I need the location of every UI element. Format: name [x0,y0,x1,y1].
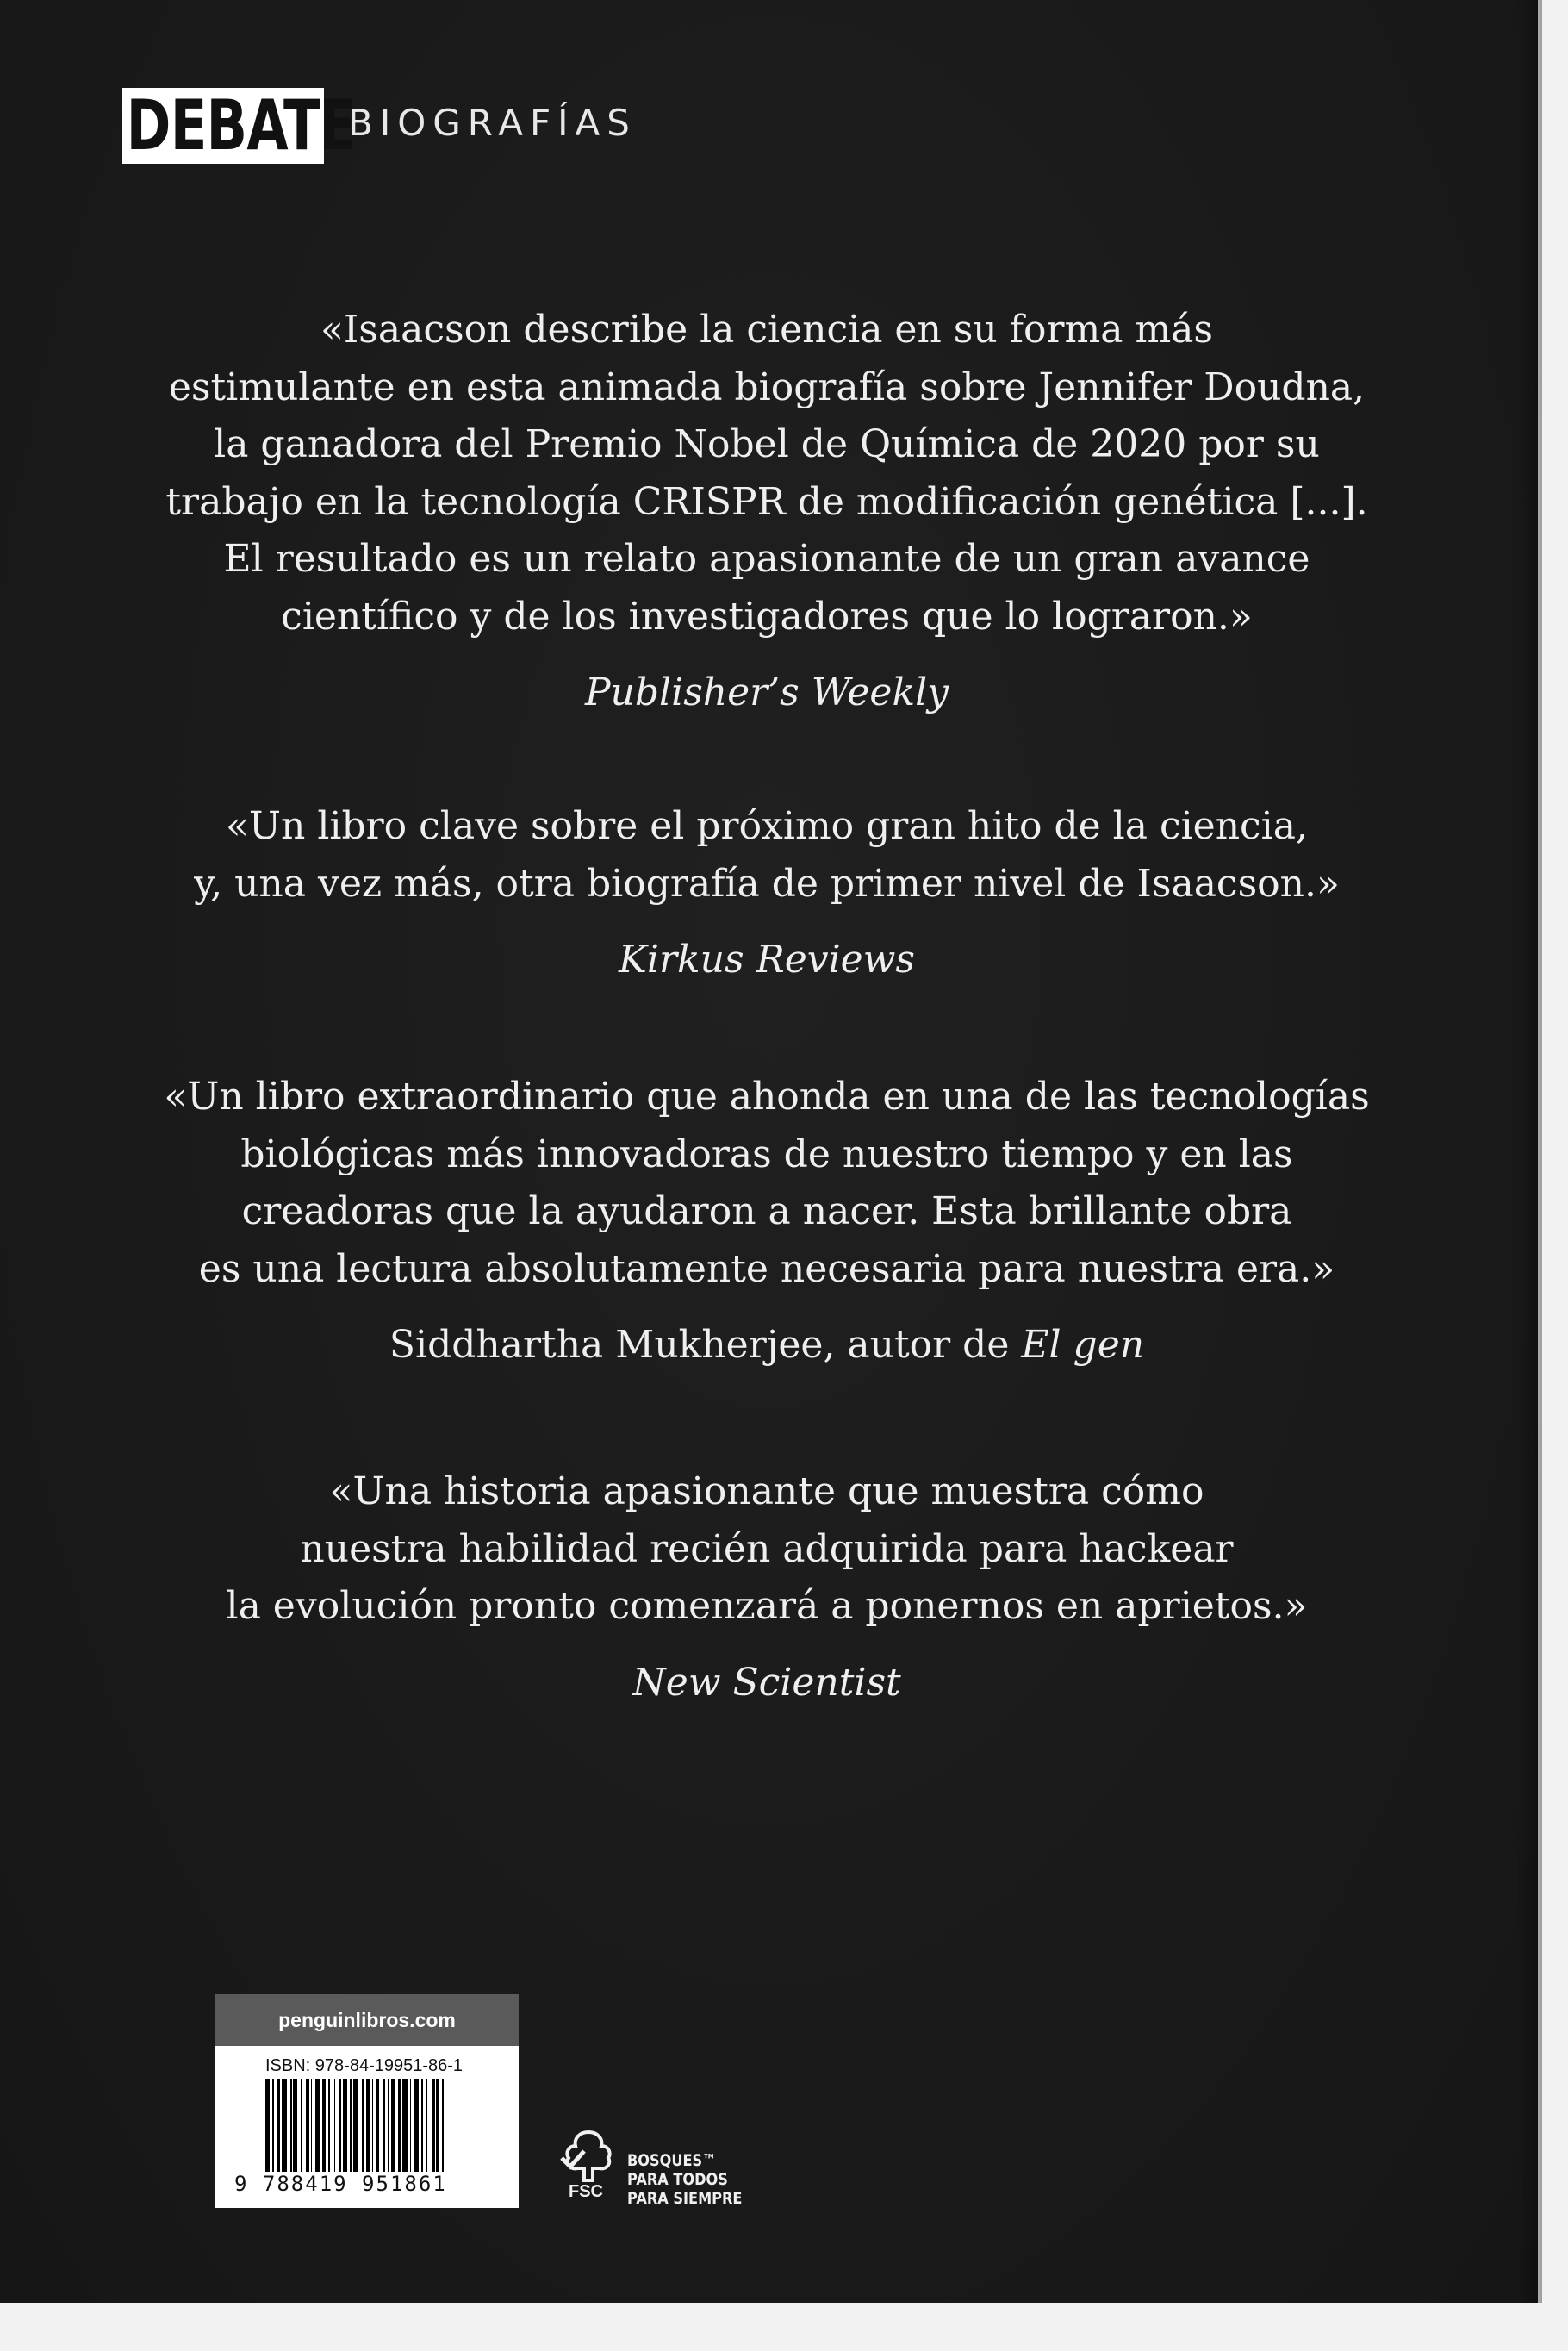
quote-source [138,1317,1396,1374]
fsc-slogan-line: PARA TODOS [627,2170,728,2189]
quote-line: la ganadora del Premio Nobel de Química de 2020 por su [214,422,1320,466]
series-label: BIOGRAFÍAS [348,102,637,144]
quote-line: nuestra habilidad recién adquirida para hackear [300,1526,1234,1571]
publisher-header [122,85,637,165]
quote-line: y, una vez más, otra biografía de primer nivel de Isaacson.» [194,861,1340,906]
quote-source-book-title: El gen [1021,1323,1145,1367]
barcode-icon [265,2079,503,2175]
review-quote-2 [138,798,1396,988]
quote-line: biológicas más innovadoras de nuestro tiempo y en las [240,1132,1293,1176]
quote-text [138,1463,1396,1636]
quote-line: la evolución pronto comenzará a ponernos en aprietos.» [226,1584,1308,1628]
fsc-slogan-line: PARA SIEMPRE [627,2189,743,2208]
quote-text [138,1069,1396,1298]
quote-line: «Isaacson describe la ciencia en su forma más [320,308,1213,352]
publisher-website: penguinlibros.com [215,1994,519,2046]
quote-text [138,302,1396,645]
quote-line: El resultado es un relato apasionante de un gran avance [223,537,1310,581]
quote-source-author: Siddhartha Mukherjee, autor de [389,1323,1022,1367]
isbn-barcode-box [215,1994,519,2208]
fsc-slogan [627,2151,742,2208]
review-quote-3 [138,1069,1396,1374]
fsc-certification [558,2129,762,2208]
quote-line: «Un libro clave sobre el próximo gran hito de la ciencia, [226,804,1308,848]
page-edge-shadow [1516,0,1542,2303]
tree-check-icon [558,2129,619,2186]
fsc-slogan-line: BOSQUES™ [627,2151,717,2170]
quote-line: trabajo en la tecnología CRISPR de modificación genética [...]. [165,479,1368,524]
review-quote-1 [138,302,1396,721]
quote-source: Kirkus Reviews [619,938,915,982]
quote-text [138,798,1396,913]
quote-line: «Una historia apasionante que muestra cómo [329,1469,1204,1513]
fsc-label: FSC [569,2182,603,2201]
barcode-digits: 9 788419 951861 [234,2172,447,2196]
quote-line: es una lectura absolutamente necesaria para nuestra era.» [198,1246,1335,1291]
publisher-logo: DEBATE [122,88,324,164]
quote-line: estimulante en esta animada biografía sobre Jennifer Doudna, [168,365,1366,409]
quote-line: creadoras que la ayudaron a nacer. Esta brillante obra [241,1189,1292,1233]
quote-source: Publisher’s Weekly [584,670,949,714]
quote-line: científico y de los investigadores que lo lograron.» [281,594,1253,639]
fsc-tree-logo-icon [558,2129,619,2208]
review-quote-4 [138,1463,1396,1712]
quote-source: New Scientist [632,1660,901,1705]
isbn-number: ISBN: 978-84-19951-86-1 [265,2056,464,2075]
quote-line: «Un libro extraordinario que ahonda en una de las tecnologías [164,1075,1370,1119]
